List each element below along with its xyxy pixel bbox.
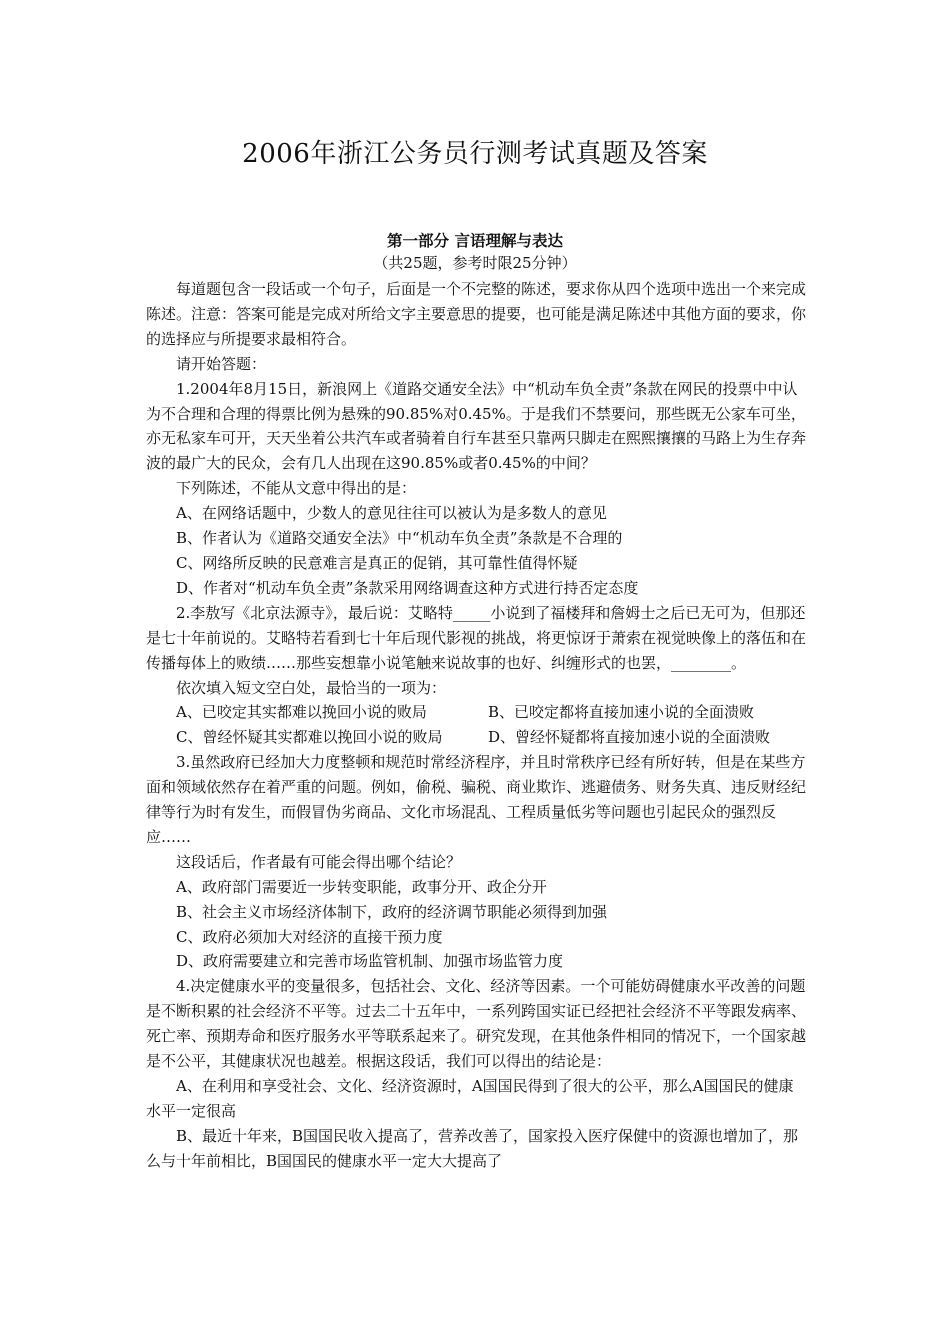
q3-option-d: D、政府需要建立和完善市场监管机制、加强市场监管力度 [176,952,564,971]
q1-option-c: C、网络所反映的民意难言是真正的促销，其可靠性值得怀疑 [176,553,578,572]
q4-option-a: A、在利用和享受社会、文化、经济资源时，A国国民得到了很大的公平，那么A国国民的健康水平一定很高 [146,1077,794,1120]
intro-start: 请开始答题： [176,354,267,373]
q1-option-d: D、作者对“机动车负全责”条款采用网络调查这种方式进行持否定态度 [176,578,639,597]
q2-question: 依次填入短文空白处，最恰当的一项为： [176,678,447,697]
q1-stem: 1.2004年8月15日，新浪网上《道路交通安全法》中“机动车负全责”条款在网民的投票中中认为不合理和合理的得票比例为悬殊的90.85%对0.45%。于是我们不禁要问，那些既无公家车可坐，亦无私家车可开，天天坐着公共汽车或者骑着自行车甚至只靠两只脚走在熙熙攘攘的马路上为生存奔波的最广大的民众，会有几人出现在这90.85%或者0.45%的中间？ [146,379,807,473]
document-body [146,277,808,1174]
q2-option-b: B、已咬定都将直接加速小说的全面溃败 [488,703,755,722]
q4-stem: 4.决定健康水平的变量很多，包括社会、文化、经济等因素。一个可能妨碍健康水平改善的问题是不断积累的社会经济不平等。过去二十五年中，一系列跨国实证已经把社会经济不平等跟发病率、死亡率、预期寿命和医疗服务水平等联系起来了。研究发现，在其他条件相同的情况下，一个国家越是不公平，其健康状况也越差。根据这段话，我们可以得出的结论是： [146,977,807,1071]
q3-option-a: A、政府部门需要近一步转变职能，政事分开、政企分开 [176,877,547,896]
q3-option-b: B、社会主义市场经济体制下，政府的经济调节职能必须得到加强 [176,902,608,921]
q1-question: 下列陈述，不能从文意中得出的是： [176,479,417,498]
q2-options-row-1 [146,700,808,725]
q2-option-d: D、曾经怀疑都将直接加速小说的全面溃败 [488,728,771,747]
document-title: 2006年浙江公务员行测考试真题及答案 [242,139,708,169]
q1-option-b: B、作者认为《道路交通安全法》中“机动车负全责”条款是不合理的 [176,529,623,548]
q2-option-c: C、曾经怀疑其实都难以挽回小说的败局 [176,728,443,747]
q3-stem: 3.虽然政府已经加大力度整顿和规范时常经济程序，并且时常秩序已经有所好转，但是在某些方面和领域依然存在着严重的问题。例如，偷税、骗税、商业欺诈、逃避债务、财务失真、违反财经纪律等行为时有发生，而假冒伪劣商品、文化市场混乱、工程质量低劣等问题也引起民众的强烈反应…… [146,753,807,846]
q3-question: 这段话后，作者最有可能会得出哪个结论？ [176,852,462,871]
q4-option-b: B、最近十年来，B国国民收入提高了，营养改善了，国家投入医疗保健中的资源也增加了，那么与十年前相比，B国国民的健康水平一定大大提高了 [146,1126,799,1170]
intro-paragraph: 每道题包含一段话或一个句子，后面是一个不完整的陈述，要求你从四个选项中选出一个来完成陈述。注意：答案可能是完成对所给文字主要意思的提要，也可能是满足陈述中其他方面的要求，你的选择应与所提要求最相符合。 [146,280,807,348]
q2-options-row-2 [146,725,808,750]
q2-option-a: A、已咬定其实都难以挽回小说的败局 [176,703,427,722]
section-note: （共25题，参考时限25分钟） [373,254,577,272]
q3-option-c: C、政府必须加大对经济的直接干预力度 [176,927,443,946]
q2-stem: 2.李敖写《北京法源寺》，最后说：艾略特_____小说到了福楼拜和詹姆士之后已无可为，但那还是七十年前说的。艾略特若看到七十年后现代影视的挑战，将更惊讶于萧索在视觉映像上的落伍和在传播每体上的败绩……那些妄想靠小说笔触来说故事的也好、纠缠形式的也罢，________。 [146,603,807,672]
q1-option-a: A、在网络话题中，少数人的意见往往可以被认为是多数人的意见 [176,504,607,523]
section-heading: 第一部分 言语理解与表达 [387,231,563,250]
